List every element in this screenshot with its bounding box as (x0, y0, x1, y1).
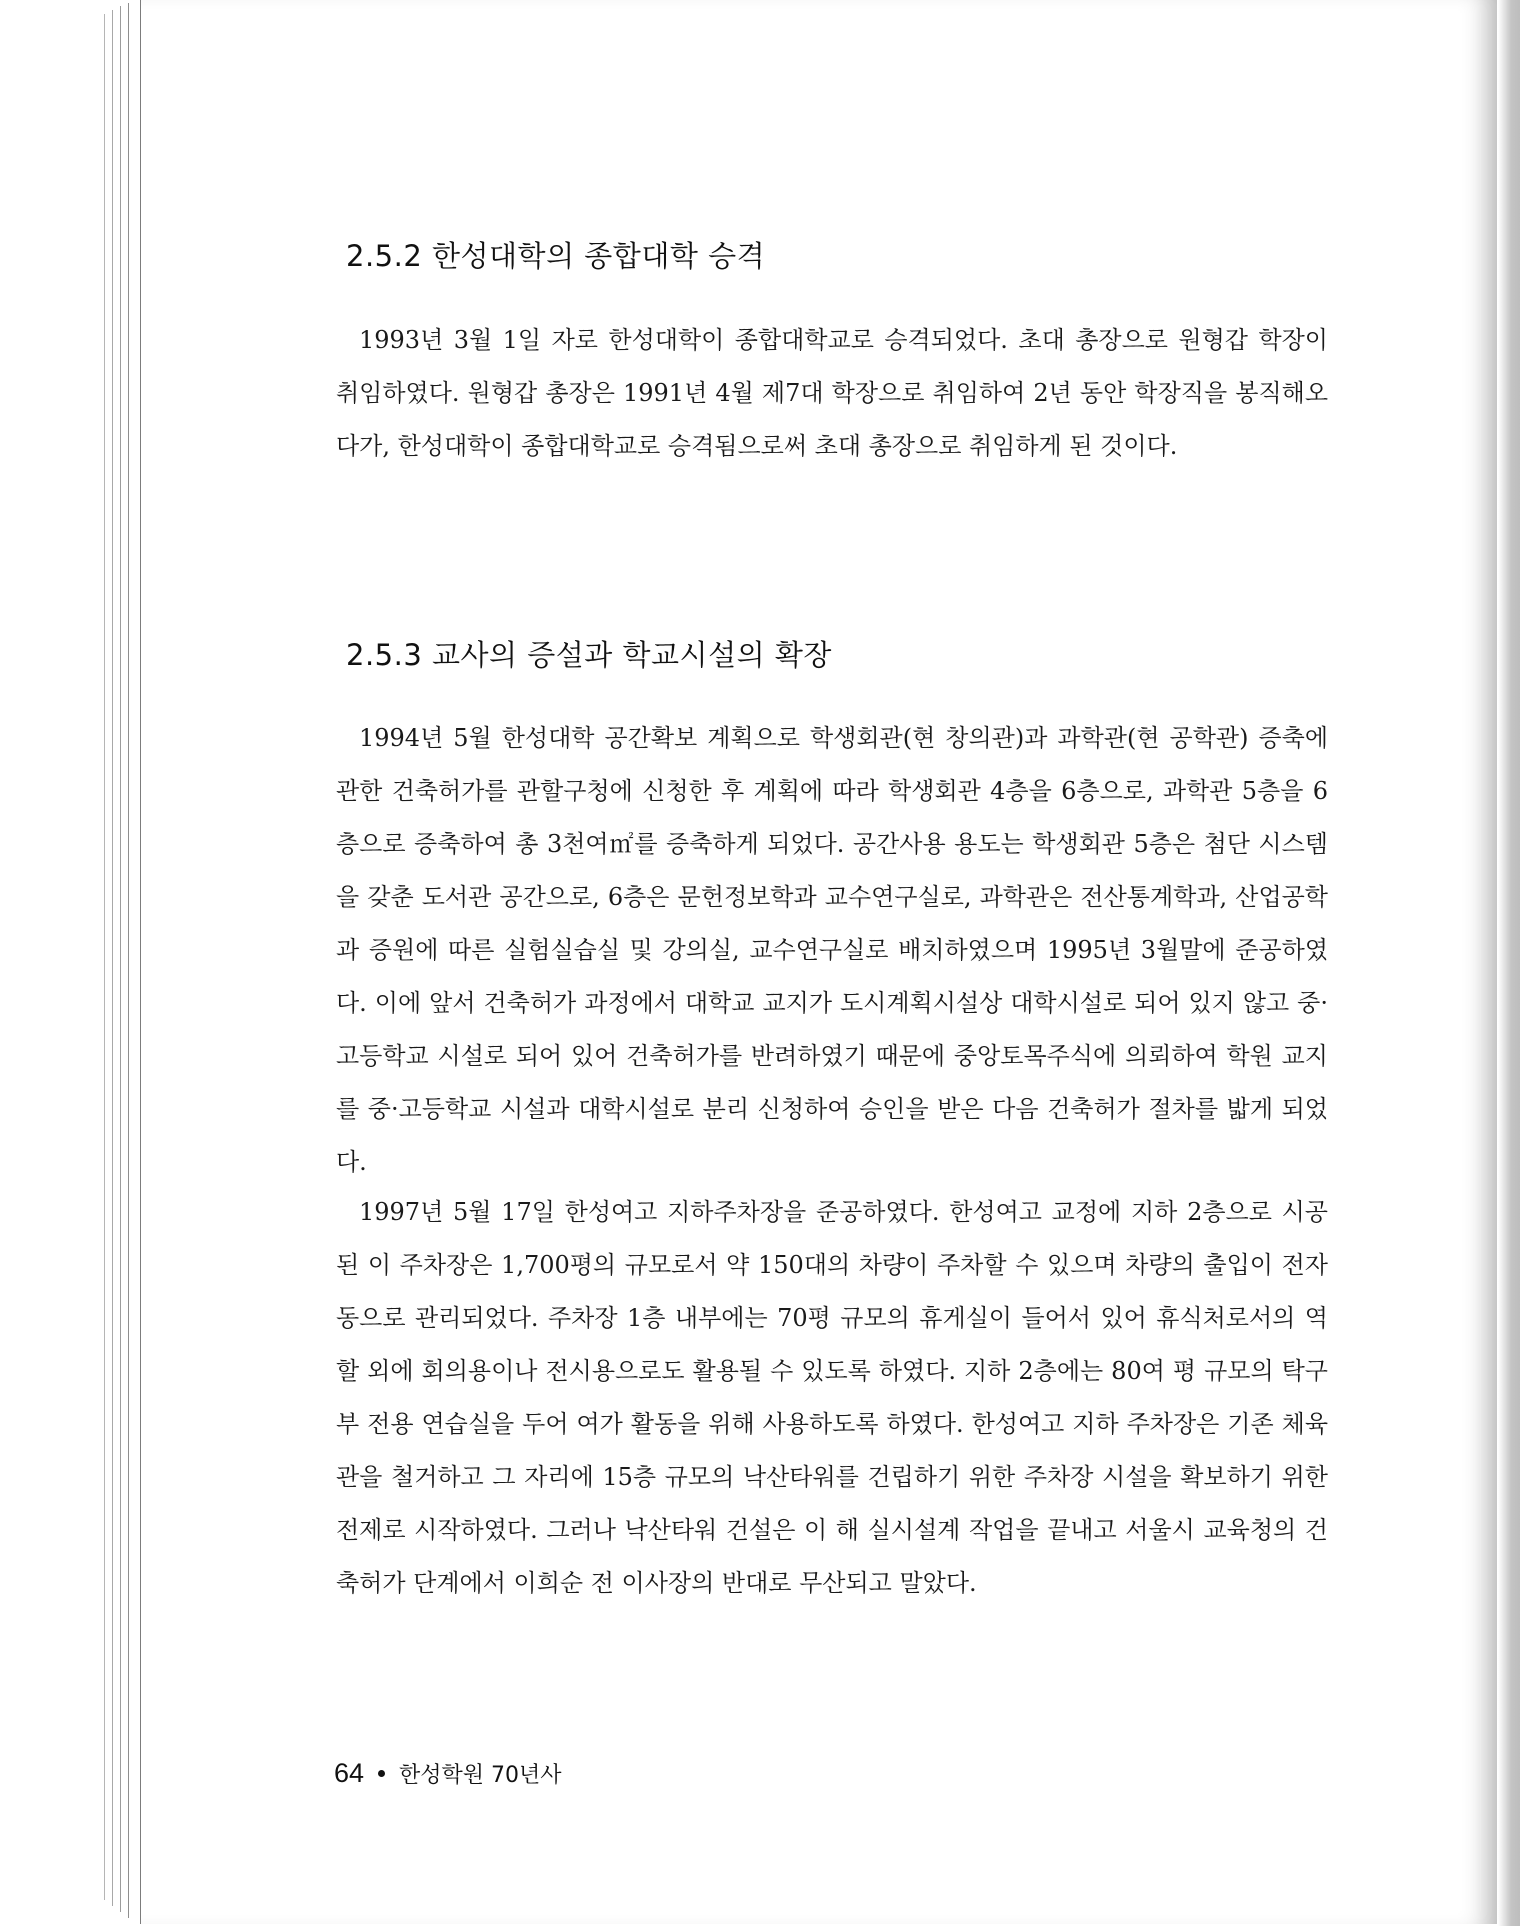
page-number: 64 (334, 1758, 365, 1788)
paragraph: 1994년 5월 한성대학 공간확보 계획으로 학생회관(현 창의관)과 과학관(현 공학관) 증축에 관한 건축허가를 관할구청에 신청한 후 계획에 따라 학생회관 4층을 6층으로, 과학관 5층을 6층으로 증축하여 총 3천여㎡를 증축하게 되었다. 공간사용 용도는 학생회관 5층은 첨단 시스템을 갖춘 도서관 공간으로, 6층은 문헌정보학과 교수연구실로, 과학관은 전산통계학과, 산업공학과 증원에 따른 실험실습실 및 강의실, 교수연구실로 배치하였으며 1995년 3월말에 준공하였다. 이에 앞서 건축허가 과정에서 대학교 교지가 도시계획시설상 대학시설로 되어 있지 않고 중·고등학교 시설로 되어 있어 건축허가를 반려하였기 때문에 중앙토목주식에 의뢰하여 학원 교지를 중·고등학교 시설과 대학시설로 분리 신청하여 승인을 받은 다음 건축허가 절차를 밟게 되었다. (336, 724, 1328, 1176)
book-title: 한성학원 70년사 (399, 1763, 562, 1788)
section-heading: 2.5.3 교사의 증설과 학교시설의 확장 (346, 638, 832, 672)
page-shadow (1498, 0, 1520, 1926)
bullet-dot-icon (378, 1770, 385, 1777)
paragraph: 1993년 3월 1일 자로 한성대학이 종합대학교로 승격되었다. 초대 총장으로 원형갑 학장이 취임하였다. 원형갑 총장은 1991년 4월 제7대 학장으로 취임하여 2년 동안 학장직을 봉직해오다가, 한성대학이 종합대학교로 승격됨으로써 초대 총장으로 취임하게 된 것이다. (336, 326, 1328, 460)
section-heading: 2.5.2 한성대학의 종합대학 승격 (346, 239, 766, 273)
paragraph: 1997년 5월 17일 한성여고 지하주차장을 준공하였다. 한성여고 교정에 지하 2층으로 시공된 이 주차장은 1,700평의 규모로서 약 150대의 차량이 주차할 수 있으며 차량의 출입이 전자동으로 관리되었다. 주차장 1층 내부에는 70평 규모의 휴게실이 들어서 있어 휴식처로서의 역할 외에 회의용이나 전시용으로도 활용될 수 있도록 하였다. 지하 2층에는 80여 평 규모의 탁구부 전용 연습실을 두어 여가 활동을 위해 사용하도록 하였다. 한성여고 지하 주차장은 기존 체육관을 철거하고 그 자리에 15층 규모의 낙산타워를 건립하기 위한 주차장 시설을 확보하기 위한 전제로 시작하였다. 그러나 낙산타워 건설은 이 해 실시설계 작업을 끝내고 서울시 교육청의 건축허가 단계에서 이희순 전 이사장의 반대로 무산되고 말았다. (336, 1198, 1328, 1597)
page-footer (334, 1758, 562, 1789)
